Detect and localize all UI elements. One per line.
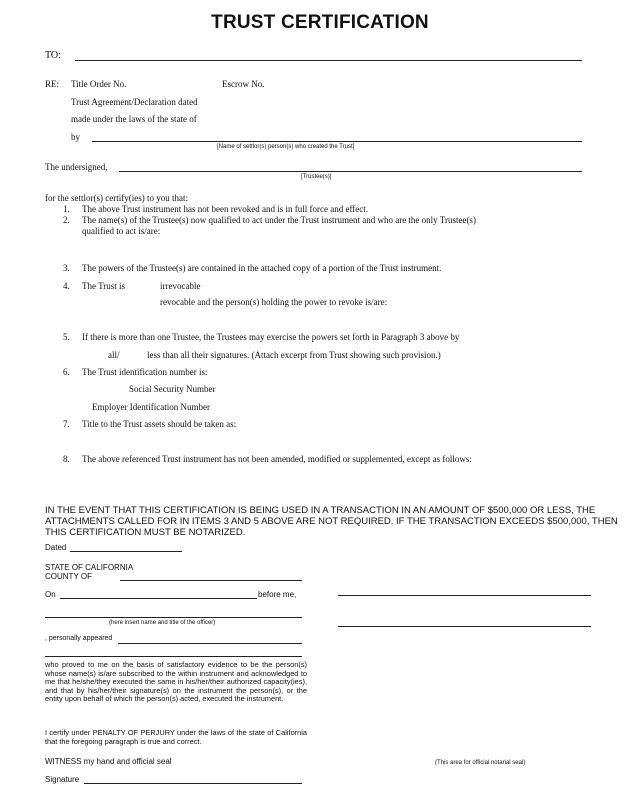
item-1-number: 1. xyxy=(63,204,70,214)
item-2-number: 2. xyxy=(63,215,70,225)
signature-label: Signature xyxy=(45,775,80,784)
certify-intro: for the settlor(s) certify(ies) to you that: xyxy=(45,193,188,203)
county-field[interactable] xyxy=(120,580,302,581)
title-order-label: Title Order No. xyxy=(71,79,127,89)
before-me-label: before me, xyxy=(258,590,297,599)
item-2-text-line2: qualified to act is/are: xyxy=(82,226,161,236)
item-5-number: 5. xyxy=(63,332,70,342)
page-title: TRUST CERTIFICATION xyxy=(211,12,429,33)
item-8-text: The above referenced Trust instrument has not been amended, modified or supplemented, except as follows: xyxy=(82,454,472,464)
item-6-ein-option[interactable]: Employer Identification Number xyxy=(92,402,210,412)
item-4-irrevocable-option[interactable]: irrevocable xyxy=(160,281,201,291)
laws-label: made under the laws of the state of xyxy=(71,114,197,124)
to-field[interactable] xyxy=(75,60,582,61)
item-5-less-option[interactable]: less than all their signatures. (Attach excerpt from Trust showing such provision.) xyxy=(147,350,441,360)
appeared-field[interactable] xyxy=(118,643,302,644)
item-1-text: The above Trust instrument has not been revoked and is in full force and effect. xyxy=(82,204,369,214)
seal-caption: (This area for official notarial seal) xyxy=(435,760,526,766)
item-3-text: The powers of the Trustee(s) are contained in the attached copy of a portion of the Trust instrument. xyxy=(82,263,442,273)
perjury-paragraph: I certify under PENALTY OF PERJURY under the laws of the state of California that the foregoing paragraph is true and correct. xyxy=(45,728,307,746)
appeared-label: , personally appeared xyxy=(45,635,113,642)
notarization-notice: IN THE EVENT THAT THIS CERTIFICATION IS BEING USED IN A TRANSACTION IN AN AMOUNT OF $500,000 OR LESS, THE ATTACHMENTS CALLED FOR IN ITEMS 3 AND 5 ABOVE ARE NOT REQUIRED. IF THE TRANSACTION EXCEEDS $500,000, THEN THIS CERTIFICATION MUST BE NOTARIZED. xyxy=(45,505,618,538)
item-3-number: 3. xyxy=(63,263,70,273)
item-7-number: 7. xyxy=(63,419,70,429)
dated-label: Dated xyxy=(45,543,67,552)
dated-field[interactable] xyxy=(70,551,182,552)
settlor-caption: [Name of settlor(s) person(s) who created the Trust] xyxy=(217,144,355,150)
item-5-text: If there is more than one Trustee, the Trustees may exercise the powers set forth in Paragraph 3 above by xyxy=(82,332,460,342)
county-label: COUNTY OF xyxy=(45,572,92,581)
notary-line-1[interactable] xyxy=(338,595,591,596)
item-4-revocable-option[interactable]: revocable and the person(s) holding the power to revoke is/are: xyxy=(160,297,388,307)
item-6-text: The Trust identification number is: xyxy=(82,367,208,377)
appeared-field-2[interactable] xyxy=(45,656,302,657)
re-label: RE: xyxy=(45,79,60,89)
on-date-field[interactable] xyxy=(60,598,257,599)
officer-caption: (here insert name and title of the officer) xyxy=(109,620,216,626)
trustees-field[interactable] xyxy=(119,171,582,172)
settlor-field[interactable] xyxy=(92,141,582,142)
officer-field[interactable] xyxy=(45,617,302,618)
item-6-number: 6. xyxy=(63,367,70,377)
trustees-caption: [Trustee(s)] xyxy=(301,174,332,180)
signature-field[interactable] xyxy=(84,783,302,784)
item-7-text: Title to the Trust assets should be taken as: xyxy=(82,419,237,429)
notary-line-2[interactable] xyxy=(338,626,591,627)
on-label: On xyxy=(45,590,56,599)
witness-label: WITNESS my hand and official seal xyxy=(45,757,172,766)
item-6-ssn-option[interactable]: Social Security Number xyxy=(129,384,216,394)
item-4-number: 4. xyxy=(63,281,70,291)
item-5-all-option[interactable]: all/ xyxy=(108,350,120,360)
escrow-label: Escrow No. xyxy=(222,79,265,89)
item-8-number: 8. xyxy=(63,454,70,464)
state-label: STATE OF CALIFORNIA xyxy=(45,563,134,572)
by-label: by xyxy=(71,132,80,142)
item-4-text: The Trust is xyxy=(82,281,126,291)
undersigned-label: The undersigned, xyxy=(45,162,108,172)
proved-paragraph: who proved to me on the basis of satisfactory evidence to be the person(s) whose name(s) is/are subscribed to the within instrument and acknowledged to me that he/she/they executed the same in his/her/their authorized capacity(ies), and that by his/her/their signature(s) on the instrument the person(s), or the entity upon behalf of which the person(s) acted, executed the instrument. xyxy=(45,660,307,704)
trust-agreement-label: Trust Agreement/Declaration dated xyxy=(71,97,198,107)
to-label: TO: xyxy=(45,50,61,61)
item-2-text-line1: The name(s) of the Trustee(s) now qualified to act under the Trust instrument and who are the only Trustee(s) xyxy=(82,215,476,225)
